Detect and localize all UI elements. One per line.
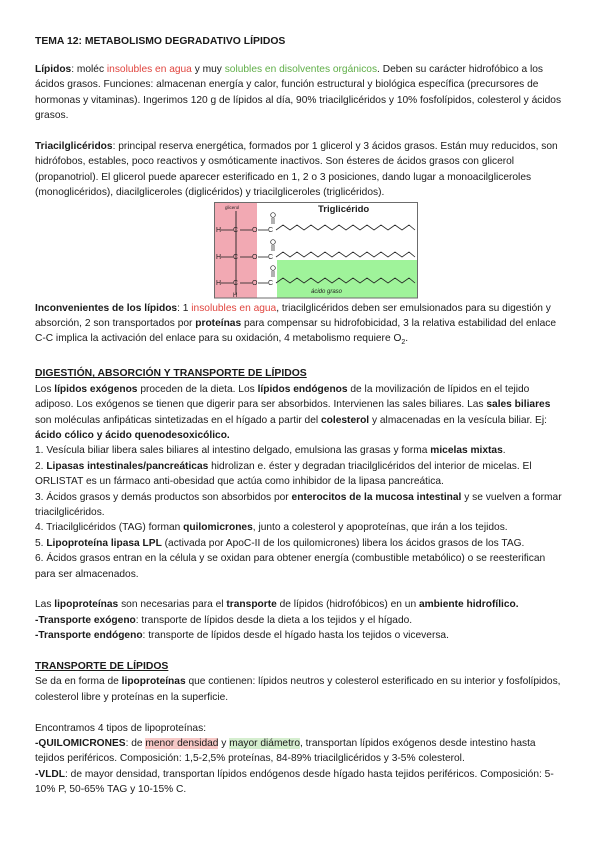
text-span: : de mayor densidad, transportan lípidos endógenos desde hígado hasta tejidos periféricos. Composición: 5-10% P, 50-65% TAG y 10-15% C. — [35, 768, 554, 796]
bold-term: colesterol — [321, 414, 370, 426]
text-span: 6. Ácidos grasos entran en la célula y se oxidan para obtener energía (combustible metabólico) o se reesterifican para ser almacenados. — [35, 553, 546, 580]
atom-c: C — [268, 226, 274, 234]
spacer — [35, 644, 566, 659]
text-span: : moléc — [71, 64, 107, 75]
triglyceride-diagram — [214, 202, 418, 299]
step-2 — [35, 459, 566, 490]
text-span: y se vuelven a formar triacilglicéridos. — [35, 491, 562, 518]
fatty-acid-chain-1 — [276, 225, 415, 230]
glycerol-label: glicerol — [225, 204, 240, 210]
triglyceride-figure — [35, 202, 566, 299]
spacer — [35, 351, 566, 366]
menor-densidad-highlight: menor densidad — [145, 737, 219, 749]
vldl-paragraph — [35, 767, 566, 798]
atom-h: H — [216, 279, 222, 287]
text-span: son moléculas anfipáticas sintetizadas en el hígado a partir del — [35, 414, 321, 426]
bold-term: -Transporte exógeno — [35, 614, 136, 626]
step-4 — [35, 520, 566, 535]
spacer — [35, 705, 566, 720]
bold-term: transporte — [226, 599, 277, 611]
text-span: , triacilglicéridos deben ser emulsionados para su digestión y absorción, 2 son transportados por — [35, 302, 551, 330]
text-span: , junto a colesterol y apoproteínas, que irán a los tejidos. — [252, 522, 508, 534]
text-span: 1. Vesícula biliar libera sales biliares al intestino delgado, emulsiona las grasas y forma — [35, 445, 431, 457]
step-1 — [35, 443, 566, 458]
text-span: 5. — [35, 537, 47, 549]
bold-term: enterocitos de la mucosa intestinal — [291, 491, 462, 503]
atom-c: C — [233, 253, 239, 261]
quilomicrones-paragraph — [35, 736, 566, 767]
bold-term: ambiente hidrofílico. — [418, 599, 519, 611]
atom-c: C — [268, 253, 274, 261]
bold-term: ácido cólico y ácido quenodesoxicólico. — [35, 429, 230, 441]
spacer — [35, 124, 566, 139]
text-span: para compensar su hidrofobicidad, 3 la relativa estabilidad del enlace C-C implica la activación del enlace para su oxidación, 4 metabolismo requiere O — [35, 318, 556, 345]
insoluble-highlight: insolubles en agua — [191, 302, 277, 314]
page-title: TEMA 12: METABOLISMO DEGRADATIVO LÍPIDOS — [35, 36, 286, 47]
text-span: y — [218, 737, 230, 749]
text-span: de lípidos (hidrofóbicos) en un — [276, 599, 419, 611]
triglyceride-title: Triglicérido — [318, 203, 370, 215]
text-span: , transportan lípidos exógenos desde intestino hasta tejidos periféricos. Composición: 1,5-2,5% proteínas, 84-89% triacilglicéridos y 3-5% colesterol. — [35, 737, 536, 765]
text-span: : principal reserva energética, formados por 1 glicerol y 3 ácidos grasos. Están muy reducidos, son hidrófobos, estables, poco reactivos y osmóticamente inactivos. Son ésteres de ácidos grasos con glicerol (propanotriol). El glicerol puede aparecer esterificado en 1, 2 o 3 posiciones, dando lugar a monoacilgliceroles (monoglicéridos), diacilgliceroles (diglicéridos) y triacilgliceroles (triglicéridos). — [35, 141, 558, 199]
atom-o: O — [252, 226, 258, 234]
text-span: y muy — [191, 64, 225, 75]
text-span: (activada por ApoC-II de los quilomicrones) libera los ácidos grasos de los TAG. — [161, 537, 525, 549]
text-span: Se da en forma de — [35, 676, 122, 688]
text-span: de la movilización de lípidos en el tejido adiposo. Los exógenos se tienen que digerir para ser absorbidos. Intervienen las sales biliares. Las — [35, 383, 530, 411]
text-span: Las — [35, 599, 55, 611]
inconvenientes-term: Inconvenientes de los lípidos — [35, 302, 178, 314]
carbonyl-oxygen — [271, 212, 276, 217]
section-heading-digestion: DIGESTIÓN, ABSORCIÓN Y TRANSPORTE DE LÍPIDOS — [35, 368, 307, 380]
atom-c: C — [233, 279, 239, 287]
text-span: son necesarias para el — [118, 599, 227, 611]
text-span: 2. — [35, 460, 47, 472]
insoluble-highlight: insolubles en agua — [106, 64, 192, 75]
transporte-endogeno — [35, 628, 566, 643]
text-span: hidrolizan e. éster y degradan triacilglicéridos del interior de micelas. El ORLISTAT es un fármaco anti-obesidad que actúa como inhibidor de la lipasa pancreática. — [35, 460, 532, 488]
carbonyl-oxygen — [271, 265, 276, 270]
mayor-diametro-highlight: mayor diámetro — [229, 737, 300, 749]
bold-term: sales biliares — [486, 399, 551, 411]
bold-term: -Transporte endógeno — [35, 630, 143, 642]
text-span: : 1 — [177, 302, 192, 314]
atom-h: H — [216, 226, 222, 234]
atom-h: H — [216, 253, 222, 261]
lipidos-paragraph — [35, 62, 566, 124]
bold-term: Lipoproteína lipasa LPL — [46, 537, 162, 549]
lipidos-term: Lípidos — [35, 64, 72, 75]
text-span: Los — [35, 383, 55, 395]
text-span: y almacenadas en la vesícula biliar. Ej: — [369, 414, 547, 426]
atom-o: O — [252, 253, 258, 261]
step-5 — [35, 536, 566, 551]
atom-h: H — [233, 292, 238, 299]
bold-term: quilomicrones — [183, 522, 253, 534]
triacilgliceridos-paragraph — [35, 139, 566, 201]
lipoproteinas-paragraph — [35, 597, 566, 612]
soluble-highlight: solubles en disolventes orgánicos — [224, 64, 378, 75]
subscript: 2 — [401, 339, 406, 347]
text-span: 3. Ácidos grasos y demás productos son absorbidos por — [35, 491, 292, 503]
spacer — [35, 582, 566, 597]
text-span: . — [502, 445, 506, 457]
step-6 — [35, 551, 566, 582]
bold-term: lípidos exógenos — [54, 383, 138, 395]
bold-term: Lipasas intestinales/pancreáticas — [46, 460, 209, 472]
bold-term: lipoproteínas — [121, 676, 186, 688]
fatty-acid-label: ácido graso — [311, 288, 343, 295]
step-3 — [35, 490, 566, 521]
bold-term: -QUILOMICRONES — [35, 737, 126, 749]
text-span: : de — [125, 737, 146, 749]
transporte-paragraph — [35, 674, 566, 705]
text-span: : transporte de lípidos desde la dieta a los tejidos y el hígado. — [135, 614, 413, 626]
bold-term: lípidos endógenos — [257, 383, 348, 395]
fatty-acid-chain-2 — [276, 252, 415, 257]
bold-term: -VLDL — [35, 768, 65, 780]
inconvenientes-paragraph — [35, 301, 566, 351]
atom-c: C — [268, 279, 274, 287]
bold-term: lipoproteínas — [54, 599, 119, 611]
section-heading-transporte: TRANSPORTE DE LÍPIDOS — [35, 660, 169, 672]
tag-term: Triacilglicéridos — [35, 141, 113, 153]
text-span: que contienen: lípidos neutros y colesterol esterificado en su interior y fosfolípidos, colesterol libre y proteínas en la superficie. — [35, 676, 561, 703]
carbonyl-oxygen — [271, 239, 276, 244]
bold-term: proteínas — [195, 318, 242, 330]
bold-term: micelas mixtas — [430, 445, 503, 457]
text-span: : transporte de lípidos desde el hígado hasta los tejidos o viceversa. — [142, 630, 449, 642]
text-span: . Deben su carácter hidrofóbico a los ácidos grasos. Funciones: almacenan energía y calor, función estructural y biológica específica (precursores de hormonas y vitaminas). Ingerimos 120 g de lípidos al día, 90% triacilglicéridos y 10% fosfolípidos, colesterol y ácidos grasos. — [35, 64, 562, 122]
text-span: 4. Triacilglicéridos (TAG) forman — [35, 522, 184, 534]
text-span: . — [405, 333, 409, 345]
atom-c: C — [233, 226, 239, 234]
transporte-exogeno — [35, 613, 566, 628]
text-span: proceden de la dieta. Los — [137, 383, 258, 395]
tipos-intro: Encontramos 4 tipos de lipoproteínas: — [35, 722, 207, 734]
digestion-paragraph — [35, 382, 566, 444]
atom-o: O — [252, 279, 258, 287]
